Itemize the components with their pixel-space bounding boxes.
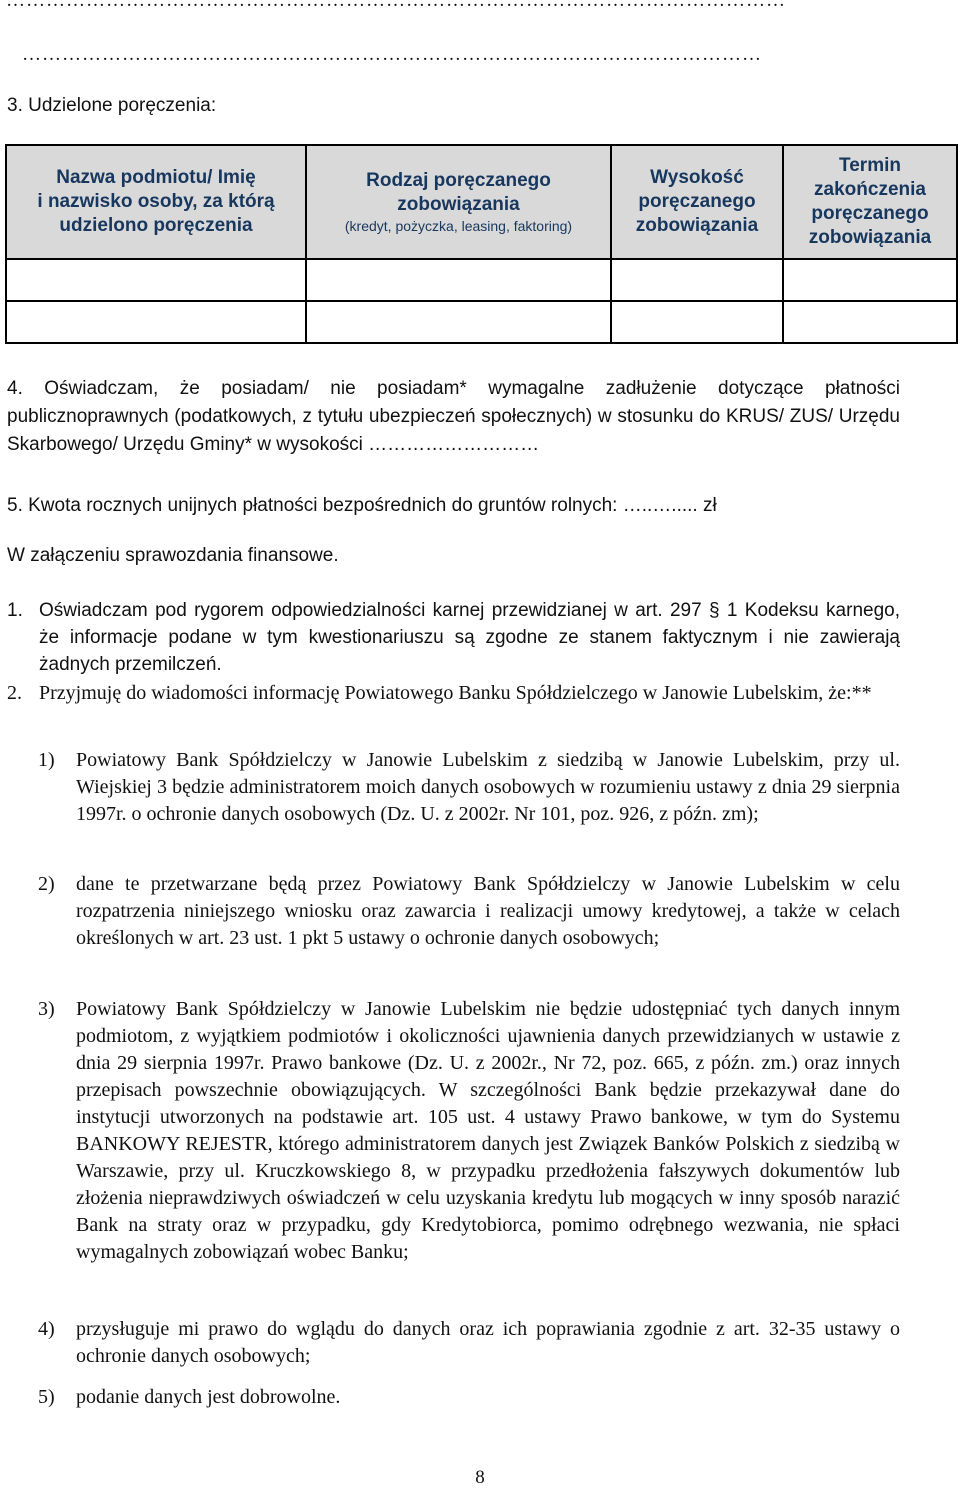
page-number: 8 [475,1467,485,1488]
info-item-4 [38,1316,900,1370]
info-item-number: 4) [38,1318,55,1340]
table-row [6,259,957,301]
declaration-1-text: Oświadczam pod rygorem odpowiedzialności karnej przewidzianej w art. 297 § 1 Kodeksu karnego, że informacje podane w tym kwestionariuszu są zgodne ze stanem faktycznym i nie zawierają żadnych przemilczeń. [39,600,900,675]
header-obligation-end-date: Termin zakończenia poręczanego zobowiązania [783,145,957,259]
header-obligation-type-note: (kredyt, pożyczka, leasing, faktoring) [344,218,573,234]
declaration-1 [7,597,900,678]
section-3-heading: 3. Udzielone poręczenia: [7,95,217,116]
info-item-1 [38,747,900,828]
table-row [6,301,957,343]
dotted-line-2: ………………………………………………………………………………………………… [22,44,762,65]
table-header-row [6,145,957,259]
header-obligation-type: Rodzaj poręczanego zobowiązania (kredyt, pożyczka, leasing, faktoring) [306,145,611,259]
table-cell[interactable] [783,259,957,301]
info-item-text: dane te przetwarzane będą przez Powiatowy Bank Spółdzielczy w Janowie Lubelskim w celu rozpatrzenia niniejszego wniosku oraz zawarcia i realizacji umowy kredytowej, a także w celach określonych w art. 23 ust. 1 pkt 5 ustawy o ochronie danych osobowych; [76,873,900,949]
table-cell[interactable] [6,259,306,301]
table-cell[interactable] [6,301,306,343]
table-cell[interactable] [306,259,611,301]
table-cell[interactable] [611,259,783,301]
declaration-2 [7,680,900,707]
header-entity-name: Nazwa podmiotu/ Imię i nazwisko osoby, za którą udzielono poręczenia [6,145,306,259]
info-item-text: podanie danych jest dobrowolne. [76,1386,341,1408]
section-5-payments: 5. Kwota rocznych unijnych płatności bezpośrednich do gruntów rolnych: …..…..... zł [7,495,717,516]
declaration-2-number: 2. [7,682,22,704]
section-4-debt-statement: 4. Oświadczam, że posiadam/ nie posiadam* wymagalne zadłużenie dotyczące płatności publicznoprawnych (podatkowych, z tytułu ubezpieczeń społecznych) w stosunku do KRUS/ ZUS/ Urzędu Skarbowego/ Urzędu Gminy* w wysokości ……………………… [7,378,900,455]
info-item-text: Powiatowy Bank Spółdzielczy w Janowie Lubelskim nie będzie udostępniać tych danych innym podmiotom, z wyjątkiem podmiotów i okoliczności ujawnienia danych przewidzianych w ustawie z dnia 29 sierpnia 1997r. Prawo bankowe (Dz. U. z 2002r., Nr 72, poz. 665, z późn. zm.) oraz innych przepisach powszechnie obowiązujących. W szczególności Bank będzie przekazywał dane do instytucji utworzonych na podstawie art. 105 ust. 4 ustawy Prawo bankowe, w tym do Systemu BANKOWY REJESTR, którego administratorem danych jest Związek Banków Polskich z siedzibą w Warszawie, przy ul. Kruczkowskiego 8, w przypadku przedłożenia fałszywych dokumentów lub złożenia nieprawdziwych oświadczeń w celu uzyskania kredytu lub mogących w inny sposób narazić Bank na straty oraz w przypadku, gdy Kredytobiorca, pomimo odrębnego wezwania, nie spłaci wymagalnych zobowiązań wobec Banku; [76,998,900,1263]
info-item-number: 5) [38,1386,55,1408]
info-item-number: 3) [38,998,55,1020]
info-item-number: 1) [38,749,55,771]
info-item-5 [38,1384,900,1411]
info-item-number: 2) [38,873,55,895]
table-cell[interactable] [611,301,783,343]
info-item-text: Powiatowy Bank Spółdzielczy w Janowie Lubelskim z siedzibą w Janowie Lubelskim, przy ul. Wiejskiej 3 będzie administratorem moich danych osobowych w rozumieniu ustawy z dnia 29 sierpnia 1997r. o ochronie danych osobowych (Dz. U. z 2002r. Nr 101, poz. 926, z późn. zm); [76,749,900,825]
info-item-text: przysługuje mi prawo do wglądu do danych oraz ich poprawiania zgodnie z art. 32-35 ustawy o ochronie danych osobowych; [76,1318,900,1367]
attachment-note: W załączeniu sprawozdania finansowe. [7,545,339,566]
declaration-1-number: 1. [7,600,23,621]
guarantees-table [5,144,958,344]
info-item-3 [38,996,900,1266]
declaration-2-text: Przyjmuję do wiadomości informację Powiatowego Banku Spółdzielczego w Janowie Lubelskim, że:** [39,682,872,704]
info-item-2 [38,871,900,952]
table-cell[interactable] [306,301,611,343]
dotted-line-1: ……………………………………………………………………………………………………… [6,0,786,11]
table-cell[interactable] [783,301,957,343]
header-obligation-amount: Wysokość poręczanego zobowiązania [611,145,783,259]
